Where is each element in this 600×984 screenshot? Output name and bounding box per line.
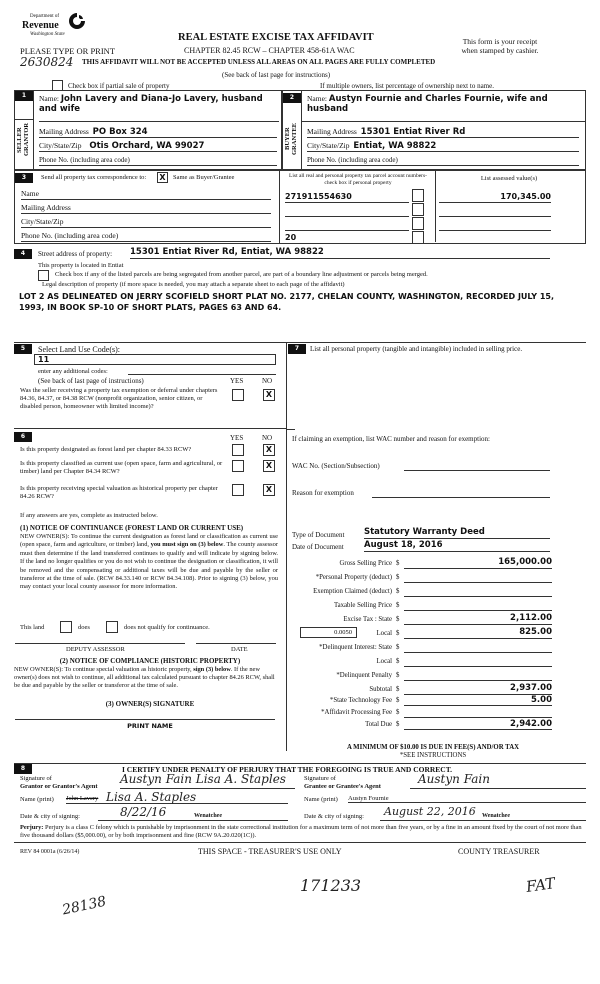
section-number-8: 8 bbox=[14, 764, 32, 774]
notice-continuance-title: (1) NOTICE OF CONTINUANCE (FOREST LAND OR CURRENT USE) bbox=[20, 524, 244, 532]
tax-row-value[interactable] bbox=[404, 669, 552, 681]
forest-land-question: Is this property designated as forest land per chapter 84.33 RCW? bbox=[20, 446, 192, 453]
perjury-warning bbox=[20, 824, 586, 840]
does-not-qualify-checkbox[interactable] bbox=[106, 621, 118, 633]
doc-date-field[interactable]: August 18, 2016 bbox=[364, 540, 550, 552]
historical-question: Is this property receiving special valuation as historical property per chapter 84.26 RCW? bbox=[20, 485, 218, 500]
land-use-see-back: (See back of last page of instructions) bbox=[38, 377, 144, 385]
this-land-label: This land bbox=[20, 624, 45, 631]
tax-row-personal-property bbox=[288, 571, 553, 585]
dor-logo bbox=[20, 12, 90, 44]
personal-property-checkbox[interactable] bbox=[412, 217, 424, 230]
currency-symbol: $ bbox=[396, 672, 400, 679]
currency-symbol: $ bbox=[396, 616, 400, 623]
county-treasurer-label: COUNTY TREASURER bbox=[458, 847, 540, 856]
tax-row-label: *State Technology Fee bbox=[329, 697, 392, 704]
if-yes-instructions: If any answers are yes, complete as instructed below. bbox=[20, 512, 158, 519]
correspondence-address-label: Mailing Address bbox=[21, 203, 71, 212]
please-type: PLEASE TYPE OR PRINT bbox=[20, 46, 116, 56]
buyer-label: BUYER bbox=[284, 127, 291, 151]
buyer-phone-field[interactable] bbox=[307, 155, 579, 166]
seller-city-value: Otis Orchard, WA 99027 bbox=[89, 141, 205, 151]
tax-row-taxable-selling-price bbox=[288, 599, 553, 613]
grantor-name-print-label: Name (print) bbox=[20, 796, 54, 803]
grantee-name-print-label: Name (print) bbox=[304, 796, 338, 803]
tax-row-value[interactable] bbox=[404, 655, 552, 667]
logo-line1: Department of bbox=[30, 14, 60, 19]
currency-symbol: $ bbox=[396, 709, 400, 716]
local-rate-field[interactable]: 0.0050 bbox=[300, 627, 357, 638]
does-qualify-checkbox[interactable] bbox=[60, 621, 72, 633]
exemption-question: Was the seller receiving a property tax exemption or deferral under chapters 84.36, 84.37, or 84.38 RCW (nonprofit organization, senior citizen, or disabled person, homeowner with limited income)? bbox=[20, 387, 218, 410]
segregated-checkbox[interactable] bbox=[38, 270, 49, 281]
certify-statement: I CERTIFY UNDER PENALTY OF PERJURY THAT THE FOREGOING IS TRUE AND CORRECT. bbox=[122, 765, 453, 774]
yes-header-6: YES bbox=[230, 434, 244, 442]
correspondence-phone-field[interactable] bbox=[21, 231, 271, 242]
assessed-column-header: List assessed value(s) bbox=[480, 175, 538, 182]
land-use-label: Select Land Use Code(s): bbox=[38, 345, 120, 354]
located-in-text: This property is located in Entiat bbox=[38, 262, 124, 269]
seller-address-field[interactable] bbox=[39, 127, 277, 138]
grantee-label: GRANTEE bbox=[291, 122, 298, 155]
tax-row-delinquent-penalty bbox=[288, 669, 553, 683]
tax-row-exemption-claimed bbox=[288, 585, 553, 599]
assessed-value-field[interactable] bbox=[439, 233, 551, 244]
see-instructions-note: *SEE INSTRUCTIONS bbox=[399, 752, 467, 759]
no-header-6: NO bbox=[262, 434, 273, 442]
section-3-tax-correspondence bbox=[14, 170, 586, 244]
tax-row-label: Local bbox=[376, 630, 392, 637]
same-as-buyer-checkbox[interactable]: X bbox=[157, 172, 168, 183]
wac-number-label: WAC No. (Section/Subsection) bbox=[292, 462, 380, 470]
exemption-no-checkbox[interactable]: X bbox=[263, 389, 275, 401]
tax-row-label: Subtotal bbox=[369, 686, 392, 693]
correspondence-city-field[interactable] bbox=[21, 217, 271, 228]
seller-side-label bbox=[15, 119, 33, 157]
tax-row-value[interactable] bbox=[404, 641, 552, 653]
wac-number-field[interactable] bbox=[404, 461, 550, 471]
handwritten-receipt-center: 171233 bbox=[300, 876, 362, 895]
grantor-date-value: 8/22/16 bbox=[120, 805, 167, 819]
currency-symbol: $ bbox=[396, 630, 400, 637]
receipt-note bbox=[440, 37, 560, 55]
forest-land-no-checkbox[interactable]: X bbox=[263, 444, 275, 456]
grantor-signature-field[interactable]: Austyn Fain Lisa A. Staples bbox=[120, 772, 295, 789]
currency-symbol: $ bbox=[396, 644, 400, 651]
tax-row-label: *Delinquent Penalty bbox=[336, 672, 392, 679]
grantor-city-value: Wenatchee bbox=[194, 813, 222, 819]
buyer-address-value: 15301 Entiat River Rd bbox=[360, 127, 466, 137]
forest-land-yes-checkbox[interactable] bbox=[232, 444, 244, 456]
notice-continuance-body-b: . The county assessor must then determine if the land transferred continues to qualify and will indicate by signing below. If the land no longer qualifies or you do not wish to continue the designation or classification, it will be removed and the compensating or additional taxes will be due and payable by the seller or transferor at the time of sale. (RCW 84.33.140 or RCW 84.34.108). Prior to signing (3) below, you may contact your local county assessor for more information. bbox=[20, 541, 278, 591]
buyer-city-value: Entiat, WA 98822 bbox=[353, 141, 437, 151]
currency-symbol: $ bbox=[396, 574, 400, 581]
land-use-code-field[interactable]: 11 bbox=[34, 354, 276, 365]
section-number-2: 2 bbox=[283, 93, 301, 103]
current-use-yes-checkbox[interactable] bbox=[232, 460, 244, 472]
form-title: REAL ESTATE EXCISE TAX AFFIDAVIT bbox=[178, 32, 374, 43]
seller-phone-label: Phone No. (including area code) bbox=[39, 156, 130, 164]
grantee-signature-label-1: Signature of bbox=[304, 775, 336, 782]
section-number-3: 3 bbox=[15, 173, 33, 183]
buyer-name-label: Name: bbox=[307, 94, 327, 103]
does-not-label: does not qualify for continuance. bbox=[124, 624, 210, 631]
tax-row-value[interactable] bbox=[404, 599, 552, 611]
tax-row-value[interactable] bbox=[404, 585, 552, 597]
street-address-label: Street address of property: bbox=[38, 250, 113, 258]
currency-symbol: $ bbox=[396, 658, 400, 665]
grantee-date-value: August 22, 2016 bbox=[384, 805, 476, 818]
exemption-claim-label: If claiming an exemption, list WAC number and reason for exemption: bbox=[292, 435, 490, 443]
buyer-address-field[interactable] bbox=[307, 127, 579, 138]
section-number-6: 6 bbox=[14, 432, 32, 442]
section-2-buyer bbox=[282, 90, 586, 170]
section-number-7: 7 bbox=[288, 344, 306, 354]
exemption-yes-checkbox[interactable] bbox=[232, 389, 244, 401]
multiple-owners-note: If multiple owners, list percentage of ownership next to name. bbox=[320, 82, 494, 90]
buyer-city-field[interactable] bbox=[307, 141, 579, 152]
see-back-note: (See back of last page for instructions) bbox=[222, 71, 331, 79]
seller-label: SELLER bbox=[16, 127, 23, 153]
assessed-value-field[interactable] bbox=[439, 220, 551, 231]
current-use-question: Is this property classified as current use (open space, farm and agricultural, or timber) land per Chapter 84.34 RCW? bbox=[20, 460, 223, 475]
additional-codes-field[interactable] bbox=[128, 366, 276, 375]
currency-symbol: $ bbox=[396, 697, 400, 704]
parcel-number-field[interactable]: 20 bbox=[285, 233, 409, 244]
notice-compliance-body-a: NEW OWNER(S): To continue special valuation as historic property, bbox=[14, 666, 194, 673]
buyer-name-value: Austyn Fournie and Charles Fournie, wife and husband bbox=[307, 94, 548, 114]
doc-type-label: Type of Document bbox=[292, 531, 345, 539]
grantor-name-print-field[interactable] bbox=[66, 790, 288, 804]
tax-row-label: *Delinquent Interest: State bbox=[319, 644, 392, 651]
correspondence-name-field[interactable] bbox=[21, 189, 271, 200]
grantee-signature-label bbox=[304, 775, 381, 791]
handwritten-initials: FAT bbox=[524, 874, 557, 896]
seller-phone-field[interactable] bbox=[39, 155, 277, 166]
perjury-text: Perjury is a class C felony which is punishable by imprisonment in the state correctional institution for a maximum term of not more than five years, or by a fine in an amount fixed by the court of not more than five thousand dollars ($5,000.00), or by both imprisonment and fine (RCW 9A.20.020(1C)). bbox=[20, 824, 582, 839]
form-revision-id: REV 84 0001a (6/26/14) bbox=[20, 849, 80, 855]
currency-symbol: $ bbox=[396, 560, 400, 567]
section-number-1: 1 bbox=[15, 91, 33, 101]
parcel-number-field[interactable] bbox=[285, 220, 409, 231]
currency-symbol: $ bbox=[396, 588, 400, 595]
logo-line2: Revenue bbox=[22, 20, 59, 31]
section-1-seller bbox=[14, 90, 282, 170]
buyer-name-field[interactable] bbox=[307, 94, 577, 114]
tax-row-state-technology-fee bbox=[288, 695, 553, 707]
buyer-city-label: City/State/Zip bbox=[307, 141, 350, 150]
same-as-buyer-label: Same as Buyer/Grantee bbox=[173, 174, 235, 181]
chapter-ref: CHAPTER 82.45 RCW – CHAPTER 458-61A WAC bbox=[184, 46, 355, 55]
notice-compliance-body bbox=[14, 666, 282, 690]
print-name-label: PRINT NAME bbox=[127, 722, 173, 730]
grantor-date-city-label: Date & city of signing: bbox=[20, 813, 80, 820]
logo-line3: Washington State bbox=[30, 32, 65, 37]
seller-name-value: John Lavery and Diana-Jo Lavery, husband and wife bbox=[39, 94, 263, 114]
notice-compliance-body-b: . If the new owner(s) does not wish to continue, all additional tax calculated pursuant to chapter 84.26 RCW, shall be due and payable by the seller or transferor at the time of sale. bbox=[14, 666, 275, 689]
personal-property-checkbox[interactable] bbox=[412, 231, 424, 244]
seller-name-label: Name: bbox=[39, 94, 59, 103]
correspondence-phone-label: Phone No. (including area code) bbox=[21, 231, 119, 240]
handwritten-number: 2630824 bbox=[20, 55, 74, 69]
reason-exemption-field[interactable] bbox=[372, 488, 550, 498]
section-number-4: 4 bbox=[14, 249, 32, 259]
historical-no-checkbox[interactable]: X bbox=[263, 484, 275, 496]
tax-row-value[interactable]: 5.00 bbox=[404, 695, 552, 706]
tax-row-value[interactable]: 2,942.00 bbox=[404, 719, 552, 730]
notice-continuance-body-a: NEW OWNER(S): To continue the current designation as forest land or classification as current use (open space, farm and agriculture, or timber) land, bbox=[20, 533, 278, 549]
treasurer-space-label: THIS SPACE - TREASURER'S USE ONLY bbox=[198, 847, 342, 856]
grantee-date-city-field[interactable] bbox=[380, 805, 586, 821]
assessor-date-line[interactable] bbox=[196, 636, 276, 644]
personal-property-checkbox[interactable] bbox=[412, 189, 424, 202]
tax-row-delinquent-interest-state bbox=[288, 641, 553, 655]
tax-row-total-due bbox=[288, 719, 553, 731]
tax-row-value[interactable]: 2,937.00 bbox=[404, 683, 552, 695]
grantee-name-value: Austyn Fournie bbox=[348, 795, 389, 802]
parcel-column-header: List all real and personal property tax parcel account numbers-check box if personal property bbox=[289, 173, 427, 186]
buyer-side-label bbox=[283, 119, 301, 157]
receipt-note-line2: when stamped by cashier. bbox=[461, 46, 539, 55]
notice-continuance-body bbox=[20, 533, 278, 592]
grantee-date-city-label: Date & city of signing: bbox=[304, 813, 364, 820]
correspondence-name-label: Name bbox=[21, 189, 39, 198]
warning-text: THIS AFFIDAVIT WILL NOT BE ACCEPTED UNLESS ALL AREAS ON ALL PAGES ARE FULLY COMPLETED bbox=[82, 58, 436, 66]
additional-codes-label: enter any additional codes: bbox=[38, 368, 108, 375]
grantor-label: GRANTOR bbox=[23, 122, 30, 156]
tax-row-label: Exemption Claimed (deduct) bbox=[313, 588, 392, 595]
grantee-signature-field[interactable]: Austyn Fain bbox=[410, 772, 586, 789]
seller-name-field[interactable] bbox=[39, 94, 277, 114]
currency-symbol: $ bbox=[396, 721, 400, 728]
grantor-date-city-field[interactable] bbox=[98, 805, 288, 821]
seller-address-value: PO Box 324 bbox=[92, 127, 148, 137]
grantor-name-struck: John Lavery bbox=[66, 795, 99, 802]
assessor-date-label: DATE bbox=[231, 646, 248, 653]
tax-row-label: Local bbox=[376, 658, 392, 665]
tax-row-value[interactable] bbox=[404, 571, 552, 583]
notice-compliance-body-bold: sign (3) below bbox=[193, 666, 231, 673]
street-address-value[interactable]: 15301 Entiat River Rd, Entiat, WA 98822 bbox=[130, 247, 550, 259]
dor-swirl-logo-icon bbox=[68, 12, 86, 30]
receipt-note-line1: This form is your receipt bbox=[462, 37, 538, 46]
reason-exemption-label: Reason for exemption bbox=[292, 489, 354, 497]
current-use-no-checkbox[interactable]: X bbox=[263, 460, 275, 472]
segregated-label: Check box if any of the listed parcels are being segregated from another parcel, are part of a boundary line adjustment or parcels being merged. bbox=[55, 271, 428, 278]
deputy-assessor-label: DEPUTY ASSESSOR bbox=[66, 646, 125, 653]
doc-type-field[interactable]: Statutory Warranty Deed bbox=[364, 527, 550, 539]
buyer-address-label: Mailing Address bbox=[307, 127, 357, 136]
tax-row-delinquent-interest-local bbox=[288, 655, 553, 669]
tax-row-label: Taxable Selling Price bbox=[333, 602, 392, 609]
correspondence-address-field[interactable] bbox=[21, 203, 271, 214]
perjury-label: Perjury: bbox=[20, 824, 44, 831]
tax-row-value[interactable]: 165,000.00 bbox=[404, 557, 552, 569]
tax-row-label: *Personal Property (deduct) bbox=[315, 574, 392, 581]
owner-signature-line[interactable] bbox=[15, 708, 275, 720]
send-correspondence-label: Send all property tax correspondence to: bbox=[41, 174, 147, 181]
parcel-number-field[interactable]: 271911554630 bbox=[285, 192, 409, 203]
grantee-name-print-field[interactable] bbox=[348, 792, 586, 803]
seller-city-field[interactable] bbox=[39, 141, 277, 152]
currency-symbol: $ bbox=[396, 686, 400, 693]
personal-property-area[interactable] bbox=[292, 366, 577, 426]
grantor-signature-label-1: Signature of bbox=[20, 775, 52, 782]
assessed-value-field[interactable] bbox=[439, 206, 551, 217]
legal-description-label: Legal description of property (if more space is needed, you may attach a separate sheet to each page of the affidavit) bbox=[42, 281, 345, 288]
assessed-value-field[interactable]: 170,345.00 bbox=[439, 192, 551, 203]
doc-date-label: Date of Document bbox=[292, 543, 344, 551]
owner-signature-label: (3) OWNER(S) SIGNATURE bbox=[105, 700, 195, 708]
historical-yes-checkbox[interactable] bbox=[232, 484, 244, 496]
partial-sale-label: Check box if partial sale of property bbox=[68, 82, 170, 90]
parcel-number-field[interactable] bbox=[285, 206, 409, 217]
tax-row-label: *Affidavit Processing Fee bbox=[321, 709, 392, 716]
grantor-name-handwritten: Lisa A. Staples bbox=[106, 790, 197, 804]
minimum-fee-note: A MINIMUM OF $10.00 IS DUE IN FEE(S) AND/OR TAX bbox=[346, 744, 520, 751]
personal-property-label: List all personal property (tangible and intangible) included in selling price. bbox=[310, 345, 523, 353]
seller-address-label: Mailing Address bbox=[39, 127, 89, 136]
grantor-signature-label-2: Grantor or Grantor's Agent bbox=[20, 783, 98, 790]
tax-row-gross-selling-price bbox=[288, 557, 553, 571]
seller-city-label: City/State/Zip bbox=[39, 141, 82, 150]
tax-row-label: Gross Selling Price bbox=[339, 560, 392, 567]
yes-header-5: YES bbox=[230, 377, 244, 385]
does-label: does bbox=[78, 624, 90, 631]
grantee-city-value: Wenatchee bbox=[482, 813, 510, 819]
tax-row-excise-state bbox=[288, 613, 553, 627]
currency-symbol: $ bbox=[396, 602, 400, 609]
tax-row-affidavit-processing-fee bbox=[288, 707, 553, 719]
tax-row-label: Excise Tax : State bbox=[343, 616, 392, 623]
tax-row-value[interactable]: 2,112.00 bbox=[404, 613, 552, 625]
notice-continuance-body-bold: you must sign on (3) below bbox=[150, 541, 224, 549]
no-header-5: NO bbox=[262, 377, 273, 385]
grantor-signature-label bbox=[20, 775, 98, 791]
tax-row-value[interactable]: 825.00 bbox=[404, 627, 552, 639]
personal-property-checkbox[interactable] bbox=[412, 203, 424, 216]
grantee-signature-label-2: Grantee or Grantee's Agent bbox=[304, 783, 381, 790]
handwritten-receipt-left: 28138 bbox=[60, 893, 108, 919]
correspondence-city-label: City/State/Zip bbox=[21, 217, 64, 226]
deputy-assessor-signature-line[interactable] bbox=[15, 636, 185, 644]
section-number-5: 5 bbox=[14, 344, 32, 354]
tax-row-label: Total Due bbox=[365, 721, 392, 728]
tax-row-excise-local bbox=[288, 627, 553, 641]
buyer-phone-label: Phone No. (including area code) bbox=[307, 156, 398, 164]
notice-compliance-title: (2) NOTICE OF COMPLIANCE (HISTORIC PROPERTY) bbox=[59, 657, 241, 665]
tax-row-value[interactable] bbox=[404, 707, 552, 718]
legal-description-value[interactable]: LOT 2 AS DELINEATED ON JERRY SCOFIELD SHORT PLAT NO. 2177, CHELAN COUNTY, WASHINGTON, RECORDED JULY 15, 1993, IN BOOK SP-10 OF SHORT PLATS, PAGES 63 AND 64. bbox=[19, 292, 555, 312]
